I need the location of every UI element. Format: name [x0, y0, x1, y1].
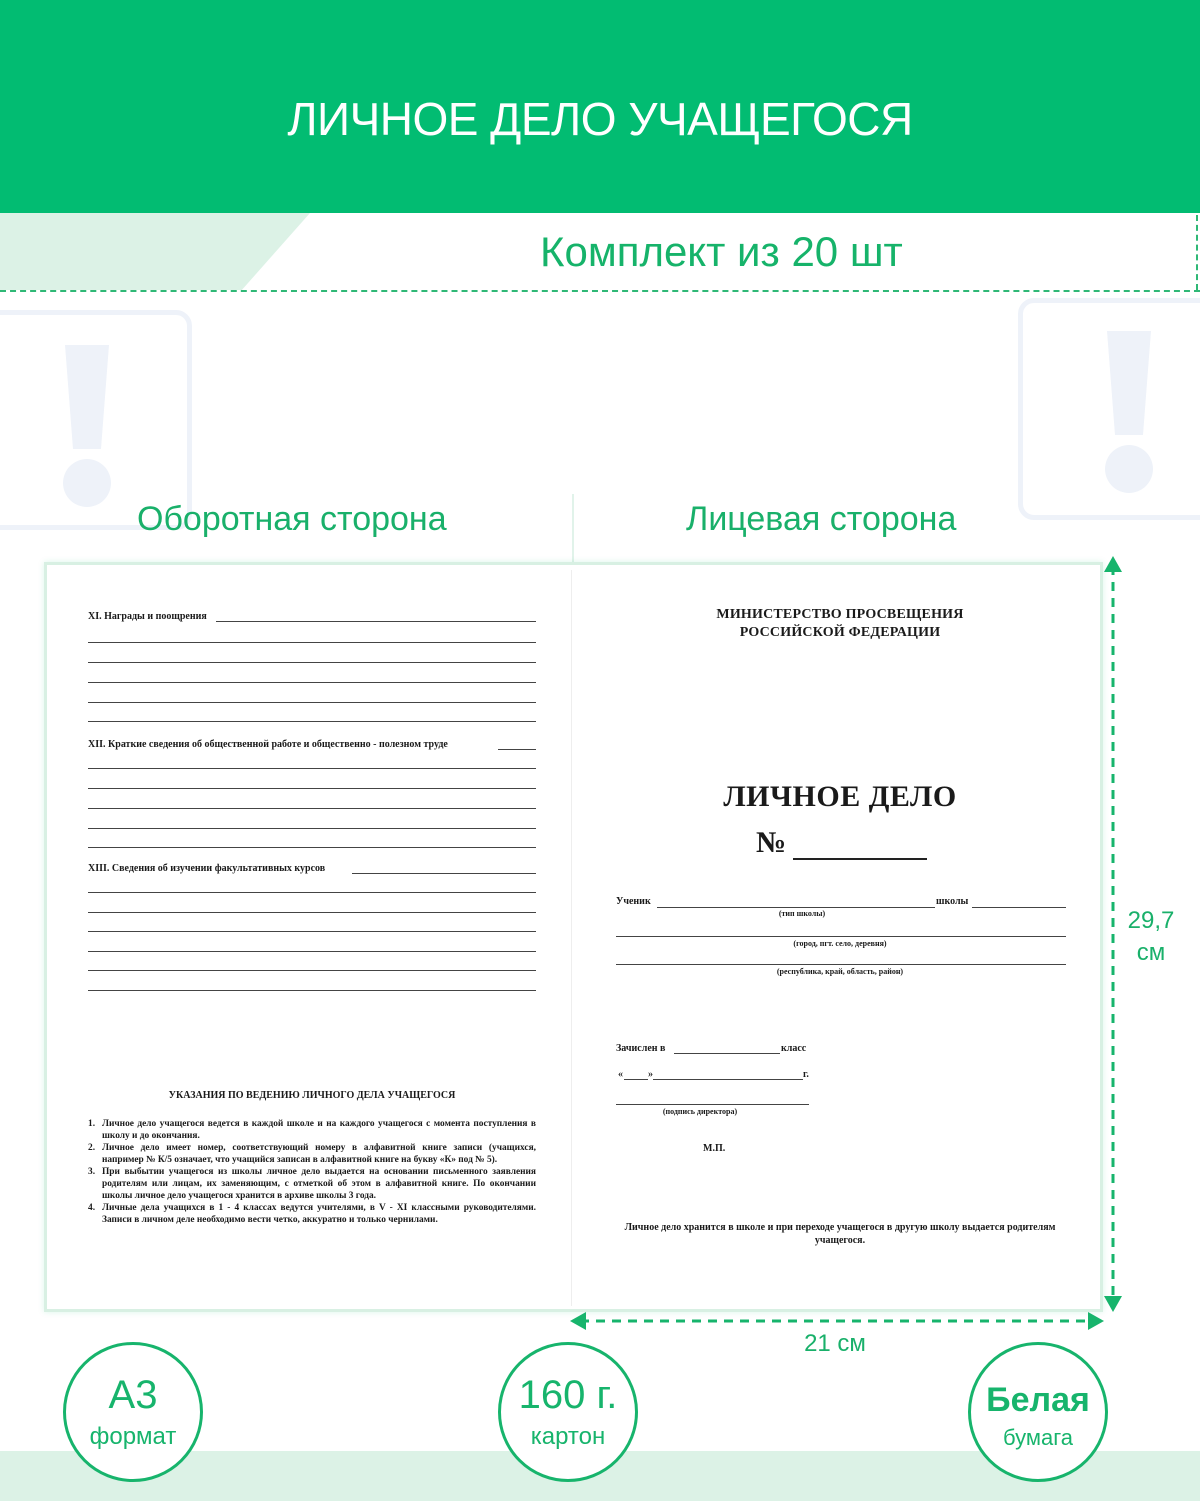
- exclamation-icon: [1099, 327, 1159, 497]
- width-dimension: 21 см: [804, 1330, 866, 1357]
- label-divider: [572, 494, 574, 564]
- warning-box-right: [1018, 298, 1200, 520]
- line: [653, 1079, 803, 1080]
- line: [352, 873, 536, 874]
- line: [88, 788, 536, 789]
- number-label: №: [756, 826, 787, 859]
- line: [616, 1104, 809, 1105]
- date-close-quote: »: [648, 1069, 653, 1080]
- enrolled-label: Зачислен в: [616, 1043, 666, 1054]
- header-banner: [0, 0, 1200, 213]
- stamp-label: М.П.: [703, 1143, 726, 1154]
- line: [624, 1079, 648, 1080]
- decorative-strip: [0, 213, 310, 290]
- school-label: школы: [936, 896, 969, 907]
- hint-region: (республика, край, область, район): [776, 967, 904, 976]
- line: [88, 970, 536, 971]
- line: [88, 808, 536, 809]
- line: [88, 721, 536, 722]
- page-title: ЛИЧНОЕ ДЕЛО УЧАЩЕГОСЯ: [287, 93, 913, 145]
- section-social-work: XII. Краткие сведения об общественной работе и общественно - полезном труде: [88, 739, 448, 750]
- line: [88, 768, 536, 769]
- hint-city: (город, пгт. село, деревня): [793, 939, 887, 948]
- section-awards: XI. Награды и поощрения: [88, 611, 207, 622]
- front-side-label: Лицевая сторона: [686, 500, 957, 538]
- instruction-item: 2. Личное дело имеет номер, соответствующий номеру в алфавитной книге записи (учащихся, например № К/5 означает, что учащийся записан в алфавитной книге на букву «К» под № 5).: [88, 1143, 536, 1165]
- line: [616, 964, 1066, 965]
- line: [674, 1053, 780, 1054]
- instructions-title: УКАЗАНИЯ ПО ВЕДЕНИЮ ЛИЧНОГО ДЕЛА УЧАЩЕГОСЯ: [168, 1090, 456, 1101]
- format-badge: А3 формат: [63, 1342, 203, 1482]
- line: [88, 828, 536, 829]
- hint-signature: (подпись директора): [662, 1107, 738, 1116]
- dashed-divider: [0, 290, 1200, 292]
- line: [88, 912, 536, 913]
- number-blank: [793, 858, 927, 860]
- ministry-heading: МИНИСТЕРСТВО ПРОСВЕЩЕНИЯ РОССИЙСКОЙ ФЕДЕРАЦИИ: [716, 607, 964, 640]
- line: [88, 702, 536, 703]
- storage-note: Личное дело хранится в школе и при переходе учащегося в другую школу выдается родителям учащегося.: [624, 1222, 1056, 1246]
- back-side-label: Оборотная сторона: [137, 500, 447, 538]
- warning-box-left: [0, 310, 192, 530]
- instructions-list: [88, 1118, 536, 1226]
- dashed-divider-vertical: [1196, 215, 1198, 290]
- document-title: ЛИЧНОЕ ДЕЛО: [723, 780, 957, 813]
- cardboard-badge: 160 г. картон: [498, 1342, 638, 1482]
- class-label: класс: [781, 1043, 807, 1054]
- line: [216, 621, 536, 622]
- line: [88, 642, 536, 643]
- line: [88, 931, 536, 932]
- line: [88, 951, 536, 952]
- set-quantity-subtitle: Комплект из 20 шт: [540, 228, 903, 275]
- year-label: г.: [803, 1069, 809, 1080]
- line: [88, 847, 536, 848]
- date-open-quote: «: [618, 1069, 623, 1080]
- height-dimension: 29,7 см: [1127, 907, 1175, 966]
- line: [657, 907, 935, 908]
- line: [498, 749, 536, 750]
- fold-line: [571, 570, 572, 1306]
- instruction-item: 4. Личные дела учащихся в 1 - 4 классах ведутся учителями, в V - XI классными руководителями. Записи в личном деле необходимо вести четко, аккуратно и только чернилами.: [88, 1203, 536, 1225]
- instruction-item: 1. Личное дело учащегося ведется в каждой школе и на каждого учащегося с момента поступления в школу и до окончания.: [88, 1119, 536, 1141]
- section-electives: XIII. Сведения об изучении факультативных курсов: [88, 863, 326, 874]
- line: [972, 907, 1066, 908]
- student-label: Ученик: [616, 896, 651, 907]
- line: [616, 936, 1066, 937]
- line: [88, 682, 536, 683]
- line: [88, 892, 536, 893]
- paper-badge: Белая бумага: [968, 1342, 1108, 1482]
- hint-school-type: (тип школы): [778, 909, 826, 918]
- line: [88, 990, 536, 991]
- instruction-item: 3. При выбытии учащегося из школы личное дело выдается на основании письменного заявления родителям или лицам, их заменяющим, с отметкой об этом в алфавитной книге. По окончании школы личное дело учащегося хранится в архиве школы 3 года.: [88, 1167, 536, 1201]
- exclamation-icon: [57, 341, 117, 511]
- line: [88, 662, 536, 663]
